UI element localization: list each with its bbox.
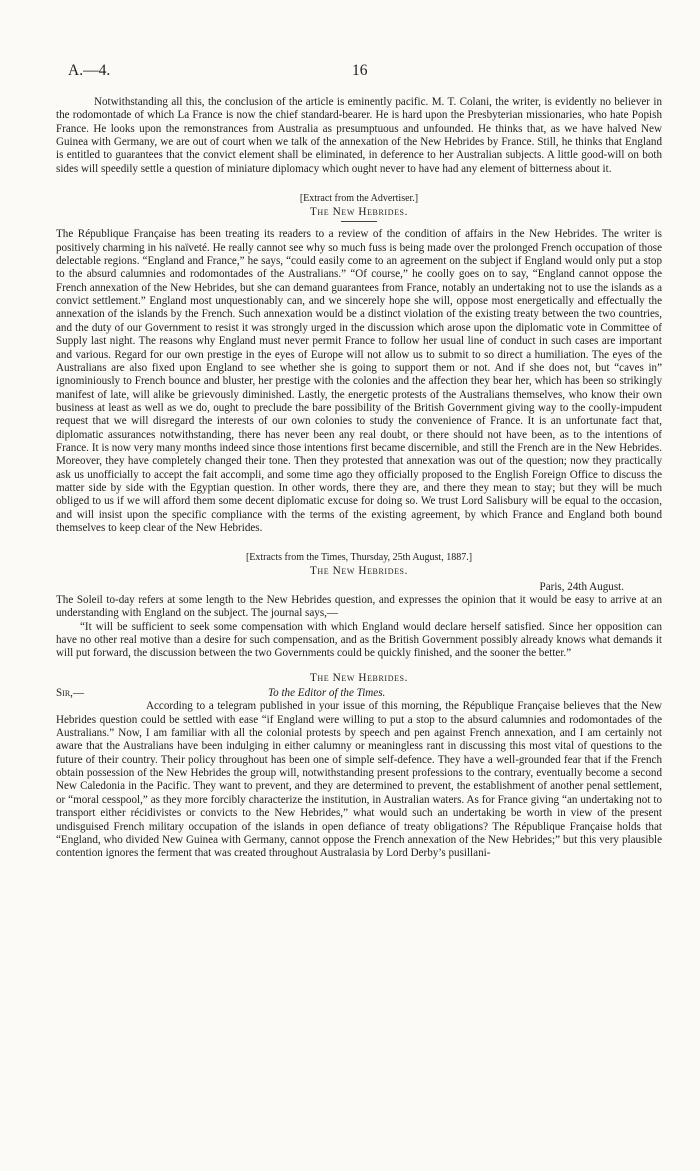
- dateline: Paris, 24th August.: [539, 580, 624, 593]
- section-title-advertiser: [56, 206, 662, 219]
- salutation: Sir,—: [56, 687, 85, 700]
- parliamentary-paper-ref: A.—4.: [68, 62, 111, 79]
- page-number: 16: [352, 62, 368, 79]
- article-body: [56, 96, 662, 861]
- letter-addressee: To the Editor of the Times.: [268, 687, 386, 700]
- section-title-text: The New Hebrides.: [309, 206, 409, 219]
- paragraph-letter-body: According to a telegram published in your issue of this morning, the République Française believes that the New Hebrides question could be settled with ease “if England were willing to put a stop to the absurd calumnies and rodomontades of the Australians.” Now, I am familiar with all the colonial protests by speech and pen against French annexation, and I am certainly not aware that the Australians have been indulging in either calumny or meaningless rant in discussing this most vital of questions to the future of their country. Their policy throughout has been one of simple self-defence. They have a well-grounded fear that if the French obtain possession of the New Hebrides the group will, notwithstanding present professions to the contrary, eventually become a second New Caledonia in the Pacific. They want to prevent, and they are determined to prevent, the establishment of another penal settlement, or “moral cesspool,” as they more forcibly characterize the institution, in Australian waters. As for France giving “an undertaking not to transport either récidivistes or convicts to the New Hebrides,” what would such an undertaking be worth in view of the present undisguised French military occupation of the islands in open defiance of treaty obligations? The République Française holds that “England, who divided New Guinea with Germany, cannot oppose the French annexation of the New Hebrides;” but this very plausible contention ignores the ferment that was created throughout Australasia by Lord Derby’s pusillani-: [56, 700, 662, 860]
- section-title-text: The New Hebrides.: [309, 565, 409, 578]
- letter-salutation-row: [56, 687, 662, 700]
- section-title-times: [56, 565, 662, 578]
- paragraph-advertiser-article: The République Française has been treating its readers to a review of the condition of affairs in the New Hebrides. The writer is positively charming in his naïveté. He really cannot see why so much fuss is being made over the prolonged French occupation of those delectable regions. “England and France,” he says, “could easily come to an agreement on the subject if England would only put a stop to the absurd calumnies and rodomontades of the Australians.” “Of course,” he coolly goes on to say, “England cannot oppose the French annexation of the New Hebrides, but she can demand guarantees from France, notably an undertaking not to use the islands as a convict settlement.” England most unquestionably can, and we sincerely hope she will, oppose most energetically and effectually the annexation of the islands by the French. Such annexation would be a distinct violation of the existing treaty between the two countries, and the duty of our Government to resist it was strongly urged in the discussion which arose upon the diplomatic vote in Committee of Supply last night. The reasons why England must never permit France to follow her usual line of conduct in such cases are important and various. Regard for our own prestige in the eyes of Europe will not allow us to submit to so direct a humiliation. The eyes of the Australians are also fixed upon England to see whether she is going to support them or not. And if she does not, but “caves in” ignominiously to French bounce and bluster, her prestige with the colonies and the affection they bear her, which has been so strikingly manifest of late, will alike be grievously diminished. Lastly, the energetic protests of the Australians themselves, who know their own business at least as well as we do, ought to preclude the bare possibility of the British Government giving way to the coolly-impudent request that we will disregard the interests of our own colonies to study the convenience of France. It is an unfortunate fact that, diplomatic assurances notwithstanding, there has never been any real doubt, or there should not have been, as to the intentions of France. It is now very many months indeed since those intentions first became discernible, and still the French are in the New Hebrides. Moreover, they have completely changed their tone. Then they protested that annexation was out of the question; now they practically ask us unofficially to accept the fait accompli, and some time ago they officially proposed to the English Foreign Office to discuss the matter side by side with the Egyptian question. In other words, there they are, and there they mean to stay; but they will be much obliged to us if we will afford them some decent diplomatic excuse for doing so. We trust Lord Salisbury will be equal to the occasion, and will insist upon the specific compliance with the terms of the existing agreement, by which France and England both bound themselves to keep clear of the New Hebrides.: [56, 228, 662, 534]
- paragraph-soleil: The Soleil to-day refers at some length to the New Hebrides question, and expresses the opinion that it would be easy to arrive at an understanding with England on the subject. The journal says,—: [56, 594, 662, 620]
- extract-source-times: [Extracts from the Times, Thursday, 25th August, 1887.]: [245, 552, 473, 564]
- extract-source-advertiser: [Extract from the Advertiser.]: [299, 193, 419, 205]
- page-header: [68, 62, 660, 84]
- section-title-text: The New Hebrides.: [309, 671, 409, 684]
- section-title-letter: [56, 672, 662, 685]
- divider-rule: [341, 221, 377, 222]
- paragraph-soleil-quote: “It will be sufficient to seek some compensation with which England would declare herself satisfied. Since her opposition can have no other real motive than a desire for such compensation, and as the British Government possibly already knows what demands it will put forward, the discussion between the two Governments could be quickly finished, and the sooner the better.”: [56, 620, 662, 660]
- paragraph-colani-conclusion: Notwithstanding all this, the conclusion of the article is eminently pacific. M. T. Colani, the writer, is evidently no believer in the rodomontade of which La France is now the chief standard-bearer. He is hard upon the Presbyterian missionaries, who hate Popish France. He looks upon the remonstrances from Australia as presumptuous and unfounded. He thinks that, as we have halved New Guinea with Germany, we are out of court when we talk of the annexation of the New Hebrides by France. Still, he thinks that England is entitled to guarantees that the convict element shall be eliminated, in deference to her Australian subjects. A little good-will on both sides will speedily settle a question of miniature diplomacy which ought never to have had any element of bitterness about it.: [56, 96, 662, 175]
